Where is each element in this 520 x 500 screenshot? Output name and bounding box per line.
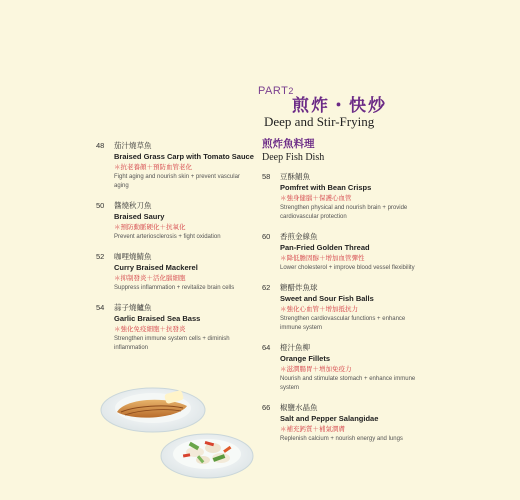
dish-benefit: ＊補充鈣質＋補氣潤膚: [280, 425, 345, 433]
page-number: 66: [262, 403, 271, 412]
dish-description: Replenish calcium + nourish energy and lungs: [280, 436, 403, 442]
page-number: 50: [96, 201, 105, 210]
toc-entry[interactable]: [262, 282, 422, 333]
page-number: 48: [96, 141, 105, 150]
toc-entry[interactable]: [96, 302, 256, 353]
dish-name-en: Curry Braised Mackerel: [114, 263, 198, 272]
dish-benefit: ＊降低膽固醇＋增加血管彈性: [280, 254, 365, 262]
toc-entry[interactable]: [262, 171, 422, 222]
toc-entry[interactable]: [96, 200, 256, 242]
dish-name-zh: 咖哩燒鯖魚: [114, 252, 152, 261]
right-column: [262, 138, 422, 453]
dish-description: Strengthen cardiovascular functions + enhance immune system: [280, 316, 406, 331]
dish-benefit: ＊強身健腦＋保護心血管: [280, 194, 352, 202]
page-number: 54: [96, 303, 105, 312]
part-label: PART: [258, 85, 289, 97]
dish-description: Suppress inflammation + revitalize brain cells: [114, 285, 235, 291]
page-number: 58: [262, 172, 271, 181]
dish-benefit: ＊抗老養顏＋預防血管老化: [114, 163, 192, 171]
page-number: 52: [96, 252, 105, 261]
dish-benefit: ＊預防動脈硬化＋抗氧化: [114, 223, 186, 231]
dish-name-zh: 茄汁燒草魚: [114, 141, 152, 150]
dish-name-zh: 橙汁魚柳: [280, 343, 310, 352]
dish-name-en: Garlic Braised Sea Bass: [114, 314, 201, 323]
page-number: 62: [262, 283, 271, 292]
dish-benefit: ＊滋潤腸胃＋增加免疫力: [280, 365, 352, 373]
fish-dishes-photo: [95, 368, 265, 483]
page-number: 60: [262, 232, 271, 241]
part-number: 2: [288, 86, 294, 96]
section-title-zh: 煎炸魚料理: [262, 138, 315, 150]
toc-entry[interactable]: [262, 342, 422, 393]
dish-name-en: Pan-Fried Golden Thread: [280, 243, 370, 252]
chapter-title-en: Deep and Stir-Frying: [264, 114, 375, 129]
dish-description: Lower cholesterol + improve blood vessel flexibility: [280, 265, 415, 271]
dish-name-en: Braised Saury: [114, 212, 165, 221]
dish-benefit: ＊強化心血管＋增加抵抗力: [280, 305, 358, 313]
dish-name-zh: 醬燒秋刀魚: [114, 201, 152, 210]
dish-name-en: Salt and Pepper Salangidae: [280, 414, 379, 423]
dish-name-en: Pomfret with Bean Crisps: [280, 183, 372, 192]
dish-description: Prevent arteriosclerosis + fight oxidation: [114, 234, 221, 240]
dish-name-en: Orange Fillets: [280, 354, 331, 363]
dish-description: Strengthen physical and nourish brain + provide cardiovascular protection: [280, 205, 408, 220]
dish-description: Nourish and stimulate stomach + enhance immune system: [280, 376, 416, 391]
dish-name-en: Sweet and Sour Fish Balls: [280, 294, 374, 303]
toc-entry[interactable]: [96, 251, 256, 293]
dish-description: Fight aging and nourish skin + prevent vascular aging: [114, 174, 240, 189]
page-number: 64: [262, 343, 271, 352]
dish-name-zh: 香煎金線魚: [280, 232, 318, 241]
chapter-title-zh: 煎炸・快炒: [292, 96, 387, 116]
dish-name-zh: 蒜子燒鱸魚: [114, 303, 152, 312]
dish-description: Strengthen immune system cells + diminish inflammation: [114, 336, 230, 351]
dish-name-zh: 豆酥鯧魚: [280, 172, 310, 181]
left-column: [96, 140, 256, 362]
section-title-en: Deep Fish Dish: [262, 152, 325, 163]
toc-entry[interactable]: [96, 140, 256, 191]
part-badge: [258, 85, 294, 97]
dish-name-zh: 糖醋炸魚球: [280, 283, 318, 292]
dish-name-en: Braised Grass Carp with Tomato Sauce: [114, 152, 254, 161]
toc-entry[interactable]: [262, 231, 422, 273]
dish-name-zh: 椒鹽水晶魚: [280, 403, 318, 412]
dish-benefit: ＊抑制發炎＋活化腦細胞: [114, 274, 186, 282]
toc-entry[interactable]: [262, 402, 422, 444]
dish-benefit: ＊強化免疫細胞＋抗發炎: [114, 325, 186, 333]
